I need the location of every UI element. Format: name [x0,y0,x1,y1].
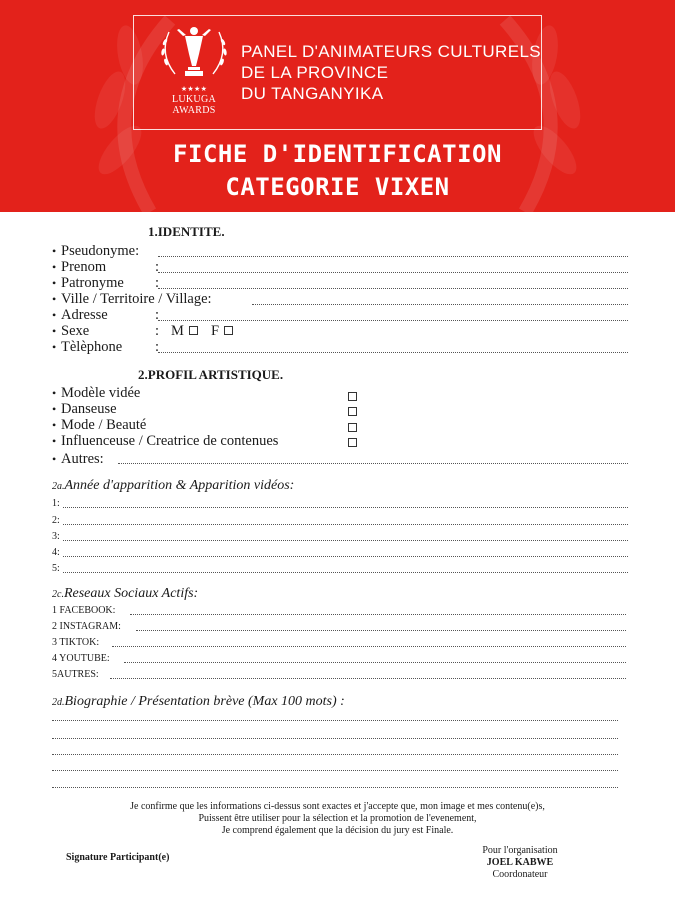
apparition-line-3: 3: [52,531,60,542]
confirmation-line-1: Je confirme que les informations ci-dessus sont exactes et j'accepte que, mon image et mes contenu(e)s, [130,801,545,812]
sexe-m-label: M [171,323,184,339]
logo-text-lukuga: LUKUGA [171,94,217,105]
field-line[interactable] [136,630,626,631]
biographie-line[interactable] [52,787,618,788]
sexe-f-label: F [210,323,220,339]
field-prenom[interactable]: • Prenom : [52,259,160,275]
field-line[interactable] [63,507,628,508]
field-label: Prenom [61,259,107,275]
field-line[interactable] [158,320,628,321]
field-label: Sexe [61,323,90,339]
reseau-facebook: 1 FACEBOOK: [52,605,116,616]
option-checkbox[interactable] [348,438,357,447]
lukuga-awards-logo [155,24,233,120]
confirmation-line-2: Puissent être utiliser pour la sélection et la promotion de l'evenement, [198,813,477,824]
option-checkbox[interactable] [348,407,357,416]
field-separator: : [155,307,160,323]
option-danseuse: • Danseuse [52,401,117,417]
apparition-line-5: 5: [52,563,60,574]
logo-text-awards: AWARDS [172,105,216,116]
option-influenceuse: • Influenceuse / Creatrice de contenues [52,433,279,449]
option-checkbox[interactable] [348,392,357,401]
field-line[interactable] [252,304,628,305]
trophy-icon [155,24,233,86]
logo-stars: ★★★★ [180,85,208,93]
apparition-line-1: 1: [52,498,60,509]
field-separator: : [155,323,160,339]
option-autres[interactable]: • Autres: [52,451,104,467]
field-separator: : [155,339,160,355]
field-line[interactable] [63,524,628,525]
org-name-line2: DE LA PROVINCE [241,63,389,82]
field-line[interactable] [63,556,628,557]
org-name-line1: PANEL D'ANIMATEURS CULTURELS [241,42,542,61]
field-line[interactable] [112,646,626,647]
option-label: Influenceuse / Creatrice de contenues [61,433,279,449]
option-label: Danseuse [61,401,117,417]
field-separator: : [155,275,160,291]
field-label: Pseudonyme: [61,243,140,259]
field-label: Ville / Territoire / Village: [61,291,212,307]
field-telephone[interactable]: • Tèlèphone : [52,339,160,355]
field-line[interactable] [158,288,628,289]
biographie-line[interactable] [52,770,618,771]
option-label: Mode / Beauté [61,417,147,433]
option-modele-video: • Modèle vidée [52,385,141,401]
header-banner [0,0,675,212]
sexe-m-checkbox[interactable] [189,326,198,335]
field-pseudonyme[interactable]: • Pseudonyme: [52,243,140,259]
option-checkbox[interactable] [348,423,357,432]
field-patronyme[interactable]: • Patronyme : [52,275,160,291]
field-label: Adresse [61,307,108,323]
apparition-line-4: 4: [52,547,60,558]
form-title: FICHE D'IDENTIFICATION [173,140,502,168]
reseau-instagram: 2 INSTAGRAM: [52,621,121,632]
section-profil-title: 2.PROFIL ARTISTIQUE. [138,367,284,382]
field-label: Tèlèphone [61,339,123,355]
option-label: Autres: [61,451,104,467]
field-line[interactable] [63,572,628,573]
organisation-label: Pour l'organisation [482,845,558,856]
field-separator: : [155,259,160,275]
participant-signature-label: Signature Participant(e) [66,852,170,863]
reseau-autres: 5AUTRES: [52,669,99,680]
biographie-line[interactable] [52,738,618,739]
section-apparition-title: 2a.Année d'apparition & Apparition vidéos: [52,478,295,493]
field-sexe: • Sexe : M F [52,323,233,340]
field-line[interactable] [118,463,628,464]
org-name-line3: DU TANGANYIKA [241,84,384,103]
sexe-f-checkbox[interactable] [224,326,233,335]
field-adresse[interactable]: • Adresse : [52,307,160,323]
form-subtitle: CATEGORIE VIXEN [225,173,450,201]
option-mode-beaute: • Mode / Beauté [52,417,147,433]
field-label: Patronyme [61,275,124,291]
apparition-line-2: 2: [52,515,60,526]
section-identite-title: 1.IDENTITE. [148,224,225,239]
field-line[interactable] [130,614,626,615]
section-biographie-title: 2d.Biographie / Présentation brève (Max 100 mots) : [52,694,345,709]
biographie-line[interactable] [52,720,618,721]
confirmation-line-3: Je comprend également que la décision du jury est Finale. [221,825,454,836]
field-line[interactable] [63,540,628,541]
field-line[interactable] [158,256,628,257]
reseau-tiktok: 3 TIKTOK: [52,637,100,648]
field-ville[interactable]: • Ville / Territoire / Village: [52,291,212,307]
reseau-youtube: 4 YOUTUBE: [52,653,110,664]
field-line[interactable] [158,272,628,273]
coordinator-role: Coordonateur [492,869,548,880]
section-reseaux-title: 2c.Reseaux Sociaux Actifs: [52,586,199,601]
option-label: Modèle vidée [61,385,141,401]
field-line[interactable] [124,662,626,663]
field-line[interactable] [158,352,628,353]
biographie-line[interactable] [52,754,618,755]
coordinator-name: JOEL KABWE [486,857,554,868]
field-line[interactable] [110,678,626,679]
